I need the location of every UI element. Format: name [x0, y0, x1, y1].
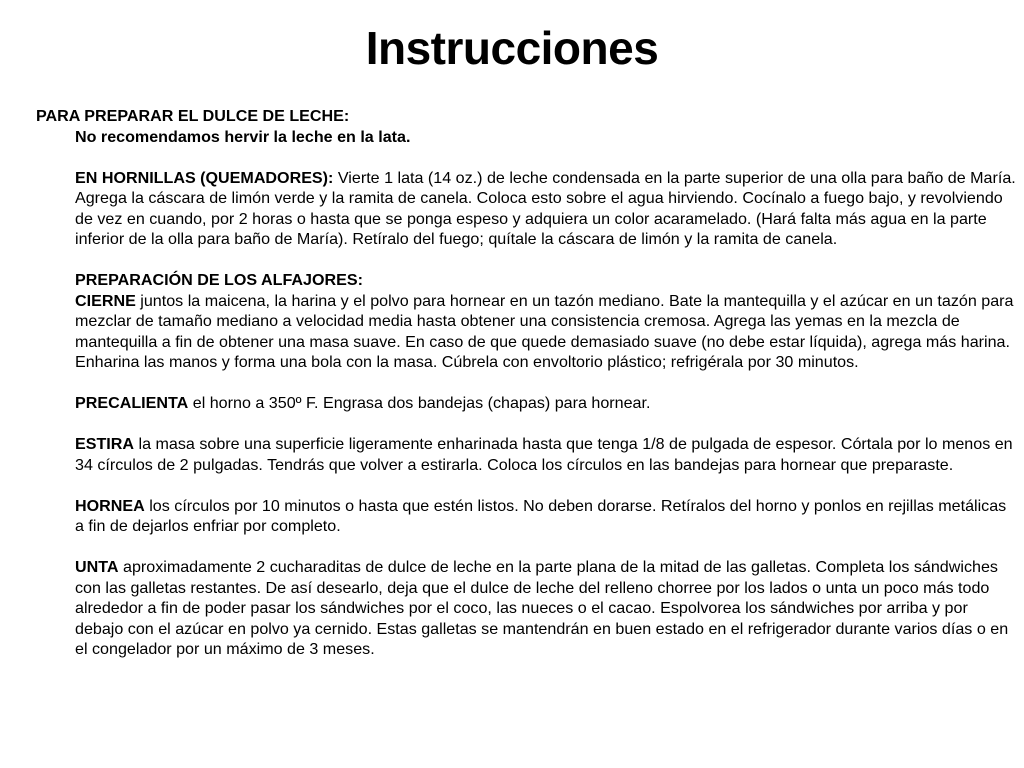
section-text: juntos la maicena, la harina y el polvo para hornear en un tazón mediano. Bate la mantequilla y el azúcar en un tazón para mezclar de tamaño mediano a velocidad media hasta obtener una consistencia cremosa. Agrega las yemas en la mezcla de mantequilla a fin de obtener una masa suave. En caso de que quede demasiado suave (no debe estar líquida), agrega más harina. Enharina las manos y forma una bola con la masa. Cúbrela con envoltorio plástico; refrigérala por 30 minutos. — [75, 291, 1014, 371]
main-heading: PARA PREPARAR EL DULCE DE LECHE: — [36, 107, 350, 125]
section-text: Vierte 1 lata (14 oz.) de leche condensada en la parte superior de una olla para baño de María. Agrega la cáscara de limón verde y la ramita de canela. Coloca esto sobre el agua hirviendo. Cocínalo a fuego bajo, y revolviendo de vez en cuando, por 2 horas o hasta que se ponga espeso y adquiera un color acaramelado. (Hará falta más agua en la parte inferior de la olla para baño de María). Retíralo del fuego; quítale la cáscara de limón y la ramita de canela. — [75, 168, 1016, 248]
section-subheading: PREPARACIÓN DE LOS ALFAJORES: — [75, 271, 363, 289]
warning-note: No recomendamos hervir la leche en la lata. — [75, 127, 411, 146]
spacer — [75, 147, 1016, 168]
section-lead: CIERNE — [75, 291, 136, 310]
section-lead: EN HORNILLAS (QUEMADORES): — [75, 168, 334, 187]
slide-body — [36, 106, 1016, 660]
slide-title: Instrucciones — [365, 22, 659, 74]
section-text: la masa sobre una superficie ligeramente enharinada hasta que tenga 1/8 de pulgada de espesor. Córtala por lo menos en 34 círculos de 2 pulgadas. Tendrás que volver a estirarla. Coloca los círculos en las bandejas para hornear que preparaste. — [75, 435, 1013, 474]
section-hornillas — [75, 168, 1016, 250]
section-hornea — [75, 496, 1016, 537]
section-estira — [75, 434, 1016, 475]
section-text: el horno a 350º F. Engrasa dos bandejas (chapas) para hornear. — [188, 394, 651, 412]
section-lead: ESTIRA — [75, 435, 135, 453]
section-lead: UNTA — [75, 558, 119, 576]
section-text: los círculos por 10 minutos o hasta que estén listos. No deben dorarse. Retíralos del horno y ponlos en rejillas metálicas a fin de dejarlos enfriar por completo. — [75, 496, 1007, 535]
section-lead: HORNEA — [75, 496, 145, 515]
instructions-block — [36, 127, 1016, 660]
section-text: aproximadamente 2 cucharaditas de dulce de leche en la parte plana de la mitad de las galletas. Completa los sándwiches con las galletas restantes. De así desearlo, deja que el dulce de leche del relleno chorree por los lados o unta un poco más todo alrededor a fin de poder pasar los sándwiches por el coco, las nueces o el cacao. Espolvorea los sándwiches por arriba y por debajo con el azúcar en polvo ya cernido. Estas galletas se mantendrán en buen estado en el refrigerador durante varios días o en el congelador por un máximo de 3 meses. — [75, 558, 1009, 658]
section-unta — [75, 557, 1016, 660]
section-precalienta — [75, 393, 1016, 414]
section-lead: PRECALIENTA — [75, 394, 189, 412]
section-cierne — [75, 291, 1016, 373]
